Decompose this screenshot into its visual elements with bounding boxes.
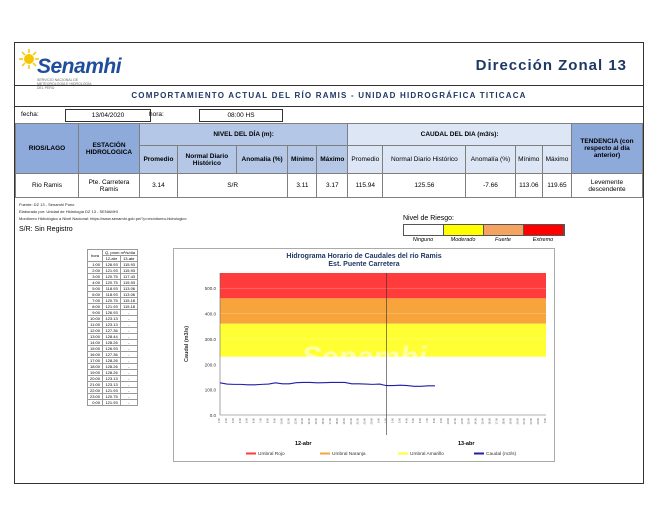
hourly-value-d2: 113.06 bbox=[120, 286, 137, 292]
note-fuente: Fuente: DZ 13 - Senamhi Puno bbox=[19, 202, 75, 207]
x-tick-label: 3:00 bbox=[231, 418, 235, 424]
x-tick-label: 18:00 bbox=[335, 418, 339, 425]
x-tick-label: 22:00 bbox=[363, 418, 367, 425]
fecha-value: 13/04/2020 bbox=[65, 109, 151, 122]
logo-subtitle: SERVICIO NACIONAL DE METEOROLOGÍA E HIDROLOGÍA DEL PERÚ bbox=[37, 78, 92, 90]
x-tick-label: 19:00 bbox=[509, 418, 513, 425]
threshold-band-1 bbox=[220, 298, 546, 323]
x-tick-label: 11:00 bbox=[287, 418, 291, 425]
hourly-value-d1: 118.93 bbox=[103, 286, 121, 292]
x-tick-label: 8:00 bbox=[266, 418, 270, 424]
hourly-value-d1: 126.93 bbox=[103, 346, 121, 352]
x-tick-label: 5:00 bbox=[245, 418, 249, 424]
x-tick-label: 20:00 bbox=[516, 418, 520, 425]
x-tick-label: 12:00 bbox=[294, 418, 298, 425]
y-tick-label: 400.0 bbox=[204, 311, 216, 317]
x-tick-label: 1:00 bbox=[384, 418, 388, 424]
note-monitoreo[interactable]: Monitoreo Hidrológico a Nivel Nacional: https://www.senamhi.gob.pe/?p=monitoreo-hidrologico bbox=[19, 216, 187, 221]
hourly-value-d1: 128.26 bbox=[103, 340, 121, 346]
x-tick-label: 5:00 bbox=[412, 418, 416, 424]
hourly-value-d2: - bbox=[120, 400, 137, 406]
x-tick-label: 0:00 bbox=[544, 418, 547, 424]
y-tick-label: 100.0 bbox=[204, 387, 216, 393]
notes bbox=[19, 201, 187, 222]
x-tick-label: 15:00 bbox=[315, 418, 319, 425]
group-nivel: NIVEL DEL DÍA (m): bbox=[140, 124, 348, 146]
hourly-value-d2: 113.06 bbox=[120, 292, 137, 298]
risk-name-fuerte: Fuerte bbox=[495, 237, 511, 243]
hydrograph-svg bbox=[174, 249, 554, 461]
hourly-value-d1: 120.75 bbox=[103, 298, 121, 304]
hourly-hora: 16:00 bbox=[88, 352, 103, 358]
legend-entry: Caudal (m3/s) bbox=[486, 452, 517, 457]
table-row bbox=[88, 286, 138, 292]
risk-label: Nivel de Riesgo: bbox=[403, 215, 454, 222]
x-tick-label: 18:00 bbox=[502, 418, 506, 425]
hourly-hora: 18:00 bbox=[88, 364, 103, 370]
hourly-value-d2: - bbox=[120, 388, 137, 394]
hourly-value-d2: 115.18 bbox=[120, 304, 137, 310]
fecha-label: fecha: bbox=[21, 111, 39, 118]
hourly-hora: 1:00 bbox=[88, 262, 103, 268]
cell-tendencia: Levemente descendente bbox=[572, 174, 643, 198]
hourly-value-d1: 121.93 bbox=[103, 400, 121, 406]
hourly-hora: 15:00 bbox=[88, 346, 103, 352]
hourly-value-d1: 118.93 bbox=[103, 292, 121, 298]
x-tick-label: 10:00 bbox=[446, 418, 450, 425]
risk-names bbox=[403, 237, 563, 243]
hourly-value-d2: - bbox=[120, 394, 137, 400]
sub-minimo: Mínimo bbox=[288, 146, 317, 174]
hourly-hora: 11:00 bbox=[88, 322, 103, 328]
x-tick-label: 14:00 bbox=[474, 418, 478, 425]
hourly-hora: 2:00 bbox=[88, 268, 103, 274]
legend-entry: Umbral Rojo bbox=[258, 452, 285, 457]
hourly-value-d2: 117.43 bbox=[120, 274, 137, 280]
y-tick-label: 500.0 bbox=[204, 286, 216, 292]
col-rios: RIOS/LAGO bbox=[16, 124, 79, 174]
hourly-col-d1: 12-abr bbox=[103, 256, 121, 262]
hourly-value-d1: 120.75 bbox=[103, 280, 121, 286]
sub-maximo-caudal: Máximo bbox=[542, 146, 571, 174]
day-label: 13-abr bbox=[457, 441, 475, 447]
hourly-value-d1: 128.26 bbox=[103, 358, 121, 364]
series-line-caudal bbox=[220, 382, 435, 386]
x-tick-label: 19:00 bbox=[342, 418, 346, 425]
chart-watermark: Senamhi bbox=[301, 341, 427, 374]
hourly-hora: 10:00 bbox=[88, 316, 103, 322]
x-tick-label: 1:00 bbox=[218, 418, 221, 424]
risk-swatch-fuerte bbox=[484, 225, 524, 235]
x-tick-label: 15:00 bbox=[481, 418, 485, 425]
cell-nivel-maximo: 3.17 bbox=[317, 174, 348, 198]
risk-swatch-ninguno bbox=[404, 225, 444, 235]
legend-entry: Umbral Amarillo bbox=[410, 452, 444, 457]
col-tendencia: TENDENCIA (con respecto al día anterior) bbox=[572, 124, 643, 174]
col-estacion: ESTACIÓN HIDROLOGICA bbox=[79, 124, 140, 174]
x-tick-label: 23:00 bbox=[370, 418, 374, 425]
hourly-value-d2: - bbox=[120, 364, 137, 370]
note-elaborado: Elaborado por: Unidad de Hidrología DZ 13 - SENAMHI bbox=[19, 209, 118, 214]
hourly-value-d2: - bbox=[120, 382, 137, 388]
x-tick-label: 0:00 bbox=[377, 418, 381, 424]
hourly-value-d1: 121.93 bbox=[103, 268, 121, 274]
sub-promedio-caudal: Promedio bbox=[348, 146, 383, 174]
x-tick-label: 4:00 bbox=[238, 418, 242, 424]
hourly-hora: 6:00 bbox=[88, 292, 103, 298]
hourly-value-d1: 123.13 bbox=[103, 382, 121, 388]
x-tick-label: 12:00 bbox=[460, 418, 464, 425]
hourly-hora: 12:00 bbox=[88, 328, 103, 334]
cell-rio: Rio Ramis bbox=[16, 174, 79, 198]
table-row bbox=[88, 298, 138, 304]
logo-text: Senamhi bbox=[37, 55, 122, 78]
table-row bbox=[88, 280, 138, 286]
hourly-value-d2: - bbox=[120, 376, 137, 382]
hourly-value-d1: 126.93 bbox=[103, 262, 121, 268]
threshold-band-0 bbox=[220, 273, 546, 298]
hourly-value-d2: - bbox=[120, 316, 137, 322]
risk-swatch-extremo bbox=[524, 225, 564, 235]
hourly-value-d2: 115.93 bbox=[120, 280, 137, 286]
x-tick-label: 2:00 bbox=[224, 418, 228, 424]
sub-promedio: Promedio bbox=[140, 146, 178, 174]
hourly-hora: 20:00 bbox=[88, 376, 103, 382]
x-tick-label: 9:00 bbox=[273, 418, 277, 424]
hourly-value-d2: - bbox=[120, 358, 137, 364]
risk-swatch-moderado bbox=[444, 225, 484, 235]
x-tick-label: 11:00 bbox=[453, 418, 457, 425]
sub-normal-caudal: Normal Diario Histórico bbox=[383, 146, 466, 174]
hourly-value-d1: 123.13 bbox=[103, 376, 121, 382]
hourly-hora: 19:00 bbox=[88, 370, 103, 376]
risk-name-extremo: Extremo bbox=[532, 237, 554, 243]
cell-caudal-anomalia: -7.66 bbox=[466, 174, 515, 198]
x-tick-label: 14:00 bbox=[308, 418, 312, 425]
y-tick-label: 300.0 bbox=[204, 336, 216, 342]
cell-caudal-maximo: 119.65 bbox=[542, 174, 571, 198]
hourly-value-d1: 128.26 bbox=[103, 370, 121, 376]
hourly-value-d1: 121.93 bbox=[103, 304, 121, 310]
x-tick-label: 23:00 bbox=[537, 418, 541, 425]
hourly-hora: 5:00 bbox=[88, 286, 103, 292]
hourly-table bbox=[87, 249, 138, 406]
x-tick-label: 21:00 bbox=[356, 418, 360, 425]
hourly-hora: 21:00 bbox=[88, 382, 103, 388]
y-tick-label: 200.0 bbox=[204, 362, 216, 368]
x-tick-label: 17:00 bbox=[495, 418, 499, 425]
x-tick-label: 20:00 bbox=[349, 418, 353, 425]
table-row bbox=[88, 400, 138, 406]
chart-subtitle: Est. Puente Carretera bbox=[328, 261, 400, 268]
report-banner: COMPORTAMIENTO ACTUAL DEL RÍO RAMIS - UNIDAD HIDROGRÁFICA TITICACA bbox=[15, 85, 643, 107]
x-tick-label: 2:00 bbox=[391, 418, 395, 424]
x-tick-label: 6:00 bbox=[419, 418, 423, 424]
hourly-value-d1: 128.26 bbox=[103, 364, 121, 370]
cell-nivel-minimo: 3.11 bbox=[288, 174, 317, 198]
hourly-hora: 3:00 bbox=[88, 274, 103, 280]
report-page bbox=[14, 42, 644, 484]
x-tick-label: 16:00 bbox=[488, 418, 492, 425]
hourly-value-d2: 115.93 bbox=[120, 262, 137, 268]
hourly-value-d2: - bbox=[120, 322, 137, 328]
hourly-hora: 13:00 bbox=[88, 334, 103, 340]
x-tick-label: 17:00 bbox=[328, 418, 332, 425]
risk-name-ninguno: Ninguno bbox=[412, 237, 434, 243]
hourly-col-group: Q, prom m³/s/día bbox=[103, 250, 138, 256]
x-tick-label: 4:00 bbox=[405, 418, 409, 424]
y-axis-label: Caudal (m3/s) bbox=[184, 325, 190, 363]
hourly-value-d1: 123.13 bbox=[103, 322, 121, 328]
sub-minimo-caudal: Mínimo bbox=[515, 146, 542, 174]
hourly-value-d2: - bbox=[120, 352, 137, 358]
x-tick-label: 3:00 bbox=[398, 418, 402, 424]
hourly-hora: 8:00 bbox=[88, 304, 103, 310]
hourly-value-d1: 121.93 bbox=[103, 388, 121, 394]
x-tick-label: 7:00 bbox=[426, 418, 430, 424]
hourly-value-d2: 115.93 bbox=[120, 268, 137, 274]
hourly-hora: 17:00 bbox=[88, 358, 103, 364]
hourly-value-d1: 126.93 bbox=[103, 310, 121, 316]
risk-color-bar bbox=[403, 224, 565, 236]
hourly-value-d1: 120.75 bbox=[103, 394, 121, 400]
sub-maximo: Máximo bbox=[317, 146, 348, 174]
table-row bbox=[88, 274, 138, 280]
hourly-hora: 0:00 bbox=[88, 400, 103, 406]
hora-value: 08:00 HS bbox=[199, 109, 283, 122]
table-row bbox=[88, 262, 138, 268]
x-tick-label: 16:00 bbox=[322, 418, 326, 425]
legend-entry: Umbral Naranja bbox=[332, 452, 366, 457]
hourly-value-d2: 115.18 bbox=[120, 298, 137, 304]
senamhi-logo bbox=[23, 49, 123, 90]
cell-caudal-promedio: 115.94 bbox=[348, 174, 383, 198]
hourly-hora: 23:00 bbox=[88, 394, 103, 400]
hourly-hora: 14:00 bbox=[88, 340, 103, 346]
hourly-header-row bbox=[88, 250, 138, 256]
x-tick-label: 13:00 bbox=[301, 418, 305, 425]
group-caudal: CAUDAL DEL DIA (m3/s): bbox=[348, 124, 572, 146]
sub-anomalia: Anomalía (%) bbox=[236, 146, 288, 174]
hourly-hora: 22:00 bbox=[88, 388, 103, 394]
hourly-value-d2: - bbox=[120, 370, 137, 376]
cell-nivel-normal: S/R bbox=[177, 174, 288, 198]
day-label: 12-abr bbox=[294, 441, 312, 447]
hourly-hora: 7:00 bbox=[88, 298, 103, 304]
hydrograph-chart bbox=[173, 248, 555, 462]
x-tick-label: 8:00 bbox=[433, 418, 437, 424]
chart-title: Hidrograma Horario de Caudales del río Ramis bbox=[286, 253, 442, 260]
hourly-value-d1: 127.36 bbox=[103, 352, 121, 358]
table-row bbox=[88, 304, 138, 310]
cell-caudal-normal: 125.56 bbox=[383, 174, 466, 198]
sub-anomalia-caudal: Anomalía (%) bbox=[466, 146, 515, 174]
risk-name-moderado: Moderado bbox=[450, 237, 476, 243]
table-row bbox=[16, 174, 643, 198]
table-row bbox=[88, 292, 138, 298]
x-tick-label: 7:00 bbox=[259, 418, 263, 424]
summary-table bbox=[15, 123, 643, 198]
hourly-value-d1: 128.44 bbox=[103, 334, 121, 340]
hourly-hora: 9:00 bbox=[88, 310, 103, 316]
hourly-value-d1: 127.36 bbox=[103, 328, 121, 334]
cell-caudal-minimo: 113.06 bbox=[515, 174, 542, 198]
x-tick-label: 9:00 bbox=[439, 418, 443, 424]
hourly-col-hora: hora bbox=[88, 250, 103, 262]
x-tick-label: 21:00 bbox=[523, 418, 527, 425]
sub-normal: Normal Diario Histórico bbox=[177, 146, 236, 174]
sun-icon bbox=[19, 49, 39, 69]
sr-legend: S/R: Sin Registro bbox=[19, 226, 73, 233]
x-tick-label: 13:00 bbox=[467, 418, 471, 425]
hourly-value-d2: - bbox=[120, 310, 137, 316]
hourly-hora: 4:00 bbox=[88, 280, 103, 286]
x-tick-label: 6:00 bbox=[252, 418, 256, 424]
cell-estacion: Pte. Carretera Ramis bbox=[79, 174, 140, 198]
hourly-value-d1: 120.75 bbox=[103, 274, 121, 280]
y-tick-label: 0.0 bbox=[209, 413, 216, 418]
cell-nivel-promedio: 3.14 bbox=[140, 174, 178, 198]
hourly-col-d2: 13-abr bbox=[120, 256, 137, 262]
hourly-value-d2: - bbox=[120, 340, 137, 346]
hora-label: hora: bbox=[149, 111, 164, 118]
hourly-value-d2: - bbox=[120, 346, 137, 352]
x-tick-label: 22:00 bbox=[530, 418, 534, 425]
hourly-value-d1: 123.13 bbox=[103, 316, 121, 322]
table-row bbox=[88, 268, 138, 274]
x-tick-label: 10:00 bbox=[280, 418, 284, 425]
hourly-value-d2: - bbox=[120, 334, 137, 340]
page-title: Dirección Zonal 13 bbox=[475, 57, 627, 74]
hourly-value-d2: - bbox=[120, 328, 137, 334]
